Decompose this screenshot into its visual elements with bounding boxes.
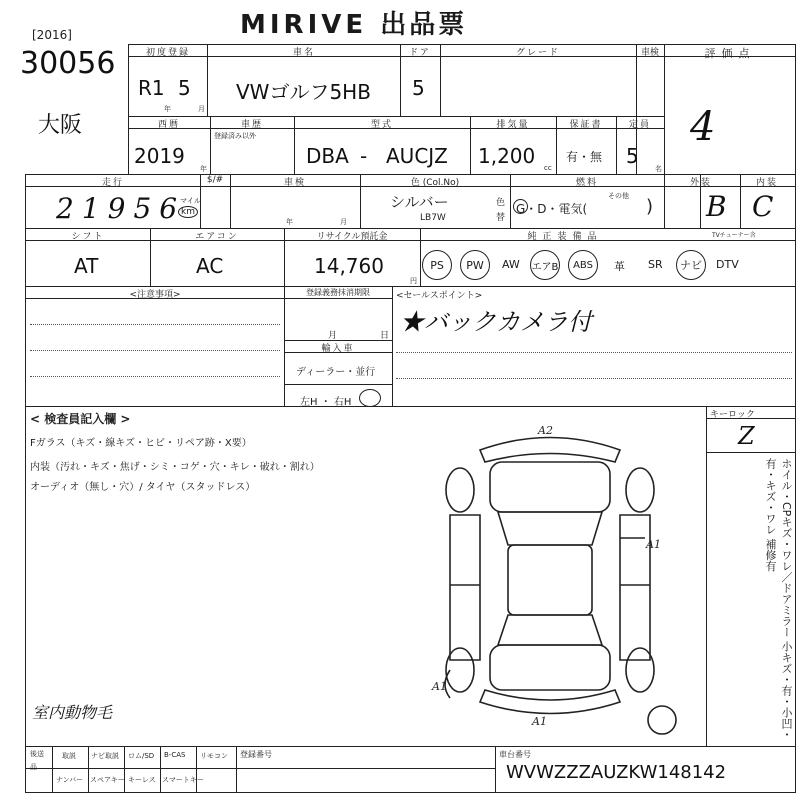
mileage-label: 走行 (101, 178, 124, 188)
model-prefix: DBA (306, 144, 349, 168)
windshield-note: Fガラス（キズ・線キズ・ヒビ・リペア跡・X要） (30, 438, 252, 449)
capacity-label: 定員 (628, 120, 651, 130)
footer-manual: 取説 (62, 752, 76, 760)
car-diagram (420, 420, 680, 740)
trunk (490, 645, 610, 690)
gasoline-circle (513, 199, 528, 214)
vin-check-label: 車検 (640, 48, 659, 58)
cc-unit: cc (544, 164, 552, 172)
equip-label: 純正装備品 (527, 232, 603, 242)
footer-remote: リモコン (200, 752, 228, 760)
keylock-label: キーロック (710, 410, 755, 420)
sales-point: ★バックカメラ付 (400, 308, 592, 336)
yen-unit: 円 (410, 277, 417, 285)
fuel-close: ) (646, 196, 654, 217)
color-name: シルバー (390, 193, 449, 211)
side-legend: ホイル・CPキズ・ワレ／ドアミラー 小キズ・有・小凹・有・キズ・ワレ 補修有 (764, 458, 793, 740)
equip-airbag: エアB (530, 250, 560, 280)
color-code: LB7W (420, 213, 446, 223)
shift-value: AT (74, 254, 99, 278)
mileage-unit-km: km (178, 206, 198, 218)
door-label: ドア (409, 48, 431, 58)
equip-abs: ABS (568, 250, 598, 280)
warranty-value: 有・無 (566, 150, 603, 164)
import-type: ディーラー・並行 (296, 367, 376, 378)
inspector-section-label: < 検査員記入欄 > (30, 412, 131, 426)
car-name-label: 車名 (292, 48, 315, 58)
ac-value: AC (196, 254, 224, 278)
equip-sunroof: SR (648, 258, 663, 271)
capacity-unit: 名 (655, 165, 662, 173)
first-reg-month: 5 (178, 76, 191, 100)
equip-leather: 革 (614, 260, 625, 273)
rear-window (498, 615, 602, 645)
rhd-circle (359, 389, 381, 407)
model-year-unit: 年 (200, 165, 207, 173)
tuner-label: TVチューナー含 (712, 232, 756, 239)
fuel-value: G・D・電気( (516, 202, 588, 216)
right-side (620, 515, 650, 660)
evaluation-score: 4 (690, 104, 716, 150)
color-change-a: 色 (496, 198, 506, 208)
wheel-rl (446, 648, 474, 692)
footer-bcas: B-CAS (164, 751, 186, 759)
displacement-label: 排気量 (496, 120, 530, 130)
year-tag: [2016] (32, 28, 72, 42)
mark-a2: A2 (538, 424, 553, 437)
form-title (240, 4, 467, 41)
roof (508, 545, 592, 615)
venue: 大阪 (38, 113, 83, 138)
wheel-fr (626, 468, 654, 512)
equip-pw: PW (460, 250, 490, 280)
capacity: 5 (626, 144, 639, 168)
sales-point-label: <セールスポイント> (396, 291, 483, 301)
warranty-label: 保証書 (569, 120, 603, 130)
displacement: 1,200 (478, 144, 536, 168)
reg-number-label: 登録番号 (240, 750, 272, 759)
exterior-grade: B (706, 190, 727, 223)
grade-label: グレード (515, 48, 560, 58)
wheel-rr (626, 648, 654, 692)
model-year-label: 西暦 (157, 120, 180, 130)
footer-keyless: キーレス (128, 776, 156, 784)
equip-aw: AW (502, 258, 520, 271)
wheel-fl (446, 468, 474, 512)
steering-side: 左H ・ 右H (300, 397, 352, 408)
audio-tire-note: オーディオ（無し・穴）/ タイヤ（スタッドレス） (30, 482, 256, 493)
keylock-value: Z (738, 422, 755, 450)
car-name: VWゴルフ5HB (236, 80, 371, 104)
interior-label: 内装 (755, 178, 778, 188)
chassis-number: WVWZZZAUZKW148142 (506, 762, 727, 783)
inspection-month-unit: 月 (340, 218, 347, 226)
sw-label: $/# (206, 175, 224, 185)
windshield (498, 512, 602, 545)
fuel-label: 燃料 (575, 178, 598, 188)
reg-month-unit: 月 (328, 331, 338, 341)
form-title-text: 出品票 (380, 10, 468, 40)
shift-label: シフト (71, 232, 105, 242)
mark-a1-rear: A1 (532, 715, 547, 728)
year-unit: 年 (164, 105, 171, 113)
lot-number: 30056 (20, 46, 116, 81)
first-reg-era: R1 (138, 76, 165, 100)
footer-smart-key: スマートキー (162, 776, 204, 784)
equip-ps: PS (422, 250, 452, 280)
ac-label: エアコン (195, 232, 239, 242)
brand-name: MIRIVE (240, 10, 368, 40)
history-note: 登録済み以外 (214, 132, 256, 140)
exterior-label: 外装 (689, 178, 712, 188)
inspection-label: 車検 (283, 178, 306, 188)
footer-rom-sd: ロム/SD (128, 752, 155, 760)
fuel-other: その他 (608, 192, 629, 200)
inspection-year-unit: 年 (286, 218, 293, 226)
interior-grade: C (752, 190, 774, 223)
color-label: 色 (Col.No) (410, 178, 460, 188)
recycle-label: リサイクル預託金 (316, 232, 388, 242)
recycle-fee: 14,760 (314, 254, 384, 278)
hood (490, 462, 610, 512)
rear-bumper (480, 690, 620, 714)
reg-day-unit: 日 (380, 331, 390, 341)
model-code-label: 型式 (370, 120, 393, 130)
side-label: 後送品 (30, 750, 44, 771)
chassis-label: 車台番号 (499, 750, 531, 759)
notes-label: <注意事項> (129, 290, 181, 300)
mark-a1-left: A1 (432, 680, 447, 693)
footer-navi-manual: ナビ取説 (91, 752, 119, 760)
score-label: 評価点 (704, 47, 756, 60)
model-code: AUCJZ (386, 144, 448, 168)
mark-a1-right: A1 (646, 538, 661, 551)
import-label: 輸入車 (321, 344, 355, 354)
equip-navi: ナビ (676, 250, 706, 280)
equip-dtv: DTV (716, 258, 739, 271)
front-bumper (480, 438, 620, 463)
mileage-value: 21956 (56, 192, 186, 225)
handwritten-note: 室内動物毛 (32, 703, 113, 722)
footer-number-plate: ナンバー (56, 776, 84, 784)
first-reg-label: 初度登録 (145, 48, 190, 58)
model-dash: - (360, 144, 368, 168)
reg-expiry-label: 登録義務抹消期限 (306, 288, 370, 297)
footer-spare-key: スペアキー (90, 776, 125, 784)
history-label: 車歴 (240, 120, 263, 130)
mileage-unit-miles: マイル (180, 197, 201, 205)
left-side (450, 515, 480, 660)
spare-wheel (648, 706, 676, 734)
color-change-b: 替 (496, 213, 506, 223)
month-unit: 月 (198, 105, 205, 113)
model-year: 2019 (134, 144, 185, 168)
door-count: 5 (412, 76, 425, 100)
interior-note: 内装（汚れ・キズ・焦げ・シミ・コゲ・穴・キレ・破れ・割れ） (30, 462, 320, 473)
